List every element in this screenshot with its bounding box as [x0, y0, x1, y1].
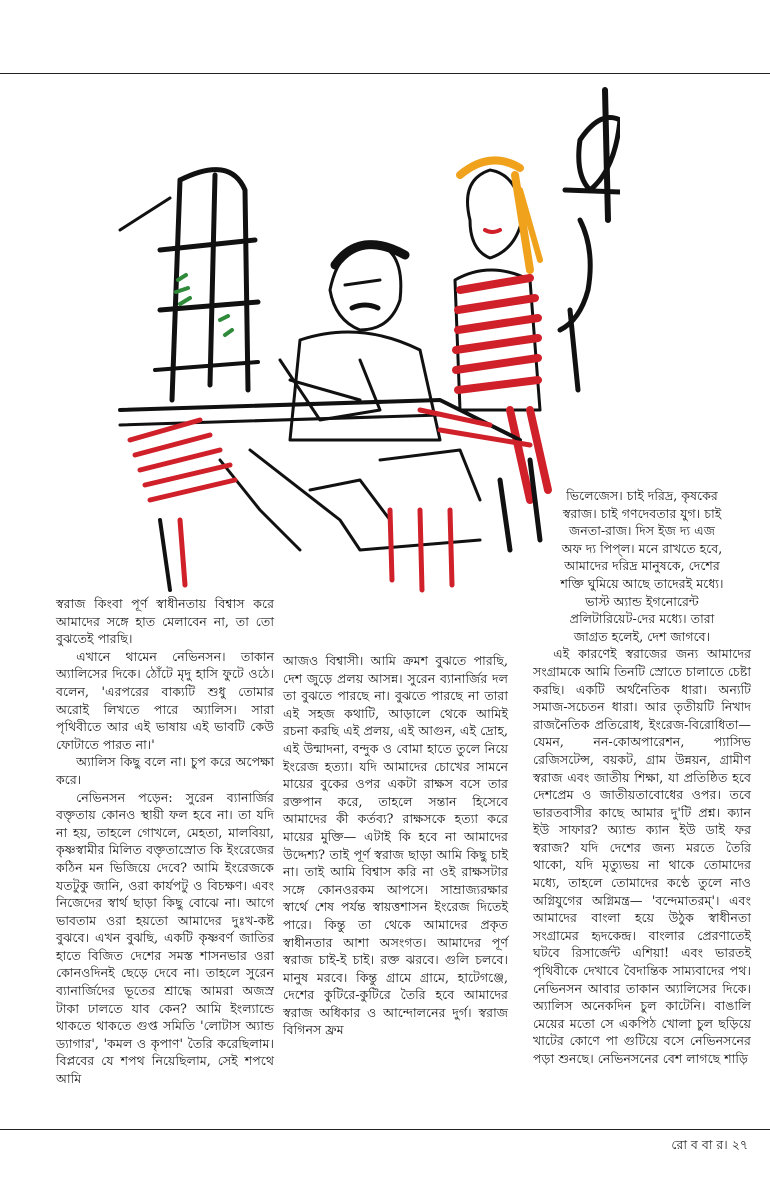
woman-red-sari-strokes [456, 278, 548, 500]
centered-line: আমাদের দরিদ্র মানুষকে, দেশের [564, 558, 720, 574]
handwritten-mark [605, 90, 608, 220]
desk-red-strokes [130, 410, 530, 590]
article-column-1 [56, 595, 274, 1088]
page-folio: রো ব বা র। ২৭ [671, 1137, 748, 1152]
centered-line: অফ দ্য পিপ্‌ল। মনে রাখতে হবে, [561, 540, 723, 556]
centered-line: জনতা-রাজ। দিস ইজ দ্য এজ [569, 523, 715, 539]
paragraph: অ্যালিস কিছু বলে না। চুপ করে অপেক্ষা করে। [56, 754, 274, 787]
paragraph: আজও বিশ্বাসী। আমি ক্রমশ বুঝতে পারছি, দেশ জুড়ে প্রলয় আসন্ন। সুরেন ব্যানার্জির দল তা বুঝতে পারছে না। বুঝতে পারছে না তারা এই সহজ কথাটি, আড়ালে থেকে আমিই রচনা করছি এই প্রলয়, এই আগুন, এই দ্রোহ, এই উন্মাদনা, বন্দুক ও বোমা হাতে তুলে নিয়ে ইংরেজ হত্যা। যদি আমাদের চোখের সামনে মায়ের বুকের ওপর একটা রাক্ষস বসে তার রক্তপান করে, তাহলে সন্তান হিসেবে আমাদের কী কর্তব্য? রাক্ষসকে হত্যা করে মায়ের মুক্তি— এটাই কি হবে না আমাদের উদ্দেশ্য? তাই পূর্ণ স্বরাজ ছাড়া আমি কিছু চাই না। তাই আমি বিশ্বাস করি না ওই রাক্ষসটার সঙ্গে কোনওরকম আপসে। সাম্রাজ্যরক্ষার স্বার্থে শেষ পর্যন্ত স্বায়ত্তশাসন ইংরেজ দিতেই পারে। কিন্তু তা থেকে আমাদের প্রকৃত স্বাধীনতার আশা অসংগত। আমাদের পূর্ণ স্বরাজ চাই-ই চাই। রক্ত ঝরবে। গুলি চলবে। মানুষ মরবে। কিন্তু গ্রামে গ্রামে, হাটেগঞ্জে, দেশের কুটিরে-কুটিরে তৈরি হবে আমাদের স্বরাজ অধিকার ও আন্দোলনের দুর্গ। স্বরাজ বিগিনস ফ্রম [283, 653, 508, 1038]
centered-line: প্রলিটারিয়েট-দের মধ্যে। তারা [569, 611, 715, 627]
centered-line: ভাস্ট অ্যান্ড ইগনোরেন্ট [585, 593, 699, 609]
paragraph: স্বরাজ কিংবা পূর্ণ স্বাধীনতায় বিশ্বাস করে আমাদের সঙ্গে হাত মেলাবেন না, তা তো বুঝতেই পারছি। [56, 596, 274, 647]
paragraph: নেভিনসন পড়েন: সুরেন ব্যানার্জির বক্তৃতায় কোনও স্থায়ী ফল হবে না। তা যদি না হয়, তাহলে গোখলে, মেহতা, মালবিয়া, কৃষ্ণস্বামীর মিলিত বক্তৃতাস্রোত কি ইংরেজের কঠিন মন ভিজিয়ে দেবে? আমি ইংরেজকে যতটুকু জানি, ওরা কার্যপটু ও বিচক্ষণ। এবং নিজেদের স্বার্থ ছাড়া কিছু বোঝে না। আগে ভাবতাম ওরা হয়তো আমাদের দুঃখ-কষ্ট বুঝবে। এখন বুঝছি, একটি কৃষ্ণবর্ণ জাতির হাতে বিজিত দেশের সমস্ত শাসনভার ওরা কোনওদিনই ছেড়ে দেবে না। তাহলে সুরেন ব্যানার্জিদের ভূতের শ্রাদ্ধে আমরা অজস্র টাকা ঢালতে যাব কেন? আমি ইংল্যান্ডে থাকতে থাকতে গুপ্ত সমিতি 'লোটাস অ্যান্ড ড্যাগার', 'কমল ও কৃপাণ' তৈরি করেছিলাম। বিপ্লবের যে শপথ নিয়েছিলাম, সেই শপথে আমি [56, 789, 274, 1087]
top-rule [0, 73, 770, 74]
article-column-2 [283, 652, 508, 1039]
article-column-3 [533, 487, 751, 1068]
centered-line: শক্তি ঘুমিয়ে আছে তাদেরই মধ্যে। [560, 575, 724, 591]
bottom-rule [0, 1129, 770, 1130]
centered-line: ভিলেজেস। চাই দরিদ্র, কৃষকের [566, 488, 718, 503]
window-sketch [120, 170, 258, 400]
paragraph: এই কারণেই স্বরাজের জন্য আমাদের সংগ্রামকে আমি তিনটি স্রোতে চালাতে চেষ্টা করছি। একটি অর্থনৈতিক ধারা। অন্যটি সমাজ-সচেতন ধারা। আর তৃতীয়টি নিখাদ রাজনৈতিক প্রতিরোধ, ইংরেজ-বিরোধিতা— যেমন, নন-কোঅপারেশন, প্যাসিভ রেজিসটেন্স, বয়কট, গ্রাম উন্নয়ন, গ্রামীণ স্বরাজ এবং জাতীয় শিক্ষা, যা প্রতিষ্ঠিত হবে দেশপ্রেম ও জাতীয়তাবোধের ওপর। তবে ভারতবাসীর কাছে আমার দু'টি প্রশ্ন। ক্যান ইউ সাফার? অ্যান্ড ক্যান ইউ ডাই ফর স্বরাজ? যদি দেশের জন্য মরতে তৈরি থাকো, যদি মৃত্যুভয় না থাকে তোমাদের মধ্যে, তাহলে তোমাদের কণ্ঠে তুলে নাও অগ্নিযুগের অগ্নিমন্ত্র— 'বন্দেমাতরম্'। এবং আমাদের বাংলা হয়ে উঠুক স্বাধীনতা সংগ্রামের হৃদকেন্দ্র। বাংলার প্রেরণাতেই ঘটবে রিসার্জেন্ট এশিয়া! এবং ভারতই পৃথিবীকে দেখাবে বৈদান্তিক সাম্যবাদের পথ। নেভিনসন আবার তাকান অ্যালিসের দিকে। অ্যালিস অনেকদিন চুল কাটেনি। বাঙালি মেয়ের মতো সে একপিঠ খোলা চুল ছড়িয়ে খাটের কোণে পা গুটিয়ে বসে নেভিনসনের পড়া শুনছে। নেভিনসনের বেশ লাগছে শাড়ি [533, 646, 751, 1066]
paragraph: এখানে থামেন নেভিনসন। তাকান অ্যালিসের দিকে। ঠোঁটে মৃদু হাসি ফুটে ওঠে। বলেন, 'এরপরের বাক্যটি শুধু তোমার অরোই লিখতে পারে অ্যালিস। সারা পৃথিবীতে আর এই ভাষায় এই ভাবটি কেউ ফোটাতে পারত না।' [56, 648, 274, 752]
centered-line: স্বরাজ। চাই গণদেবতার যুগ। চাই [562, 505, 722, 521]
man-figure [280, 245, 440, 440]
centered-line: জাগ্রত হলেই, দেশ জাগবে। [573, 628, 711, 644]
